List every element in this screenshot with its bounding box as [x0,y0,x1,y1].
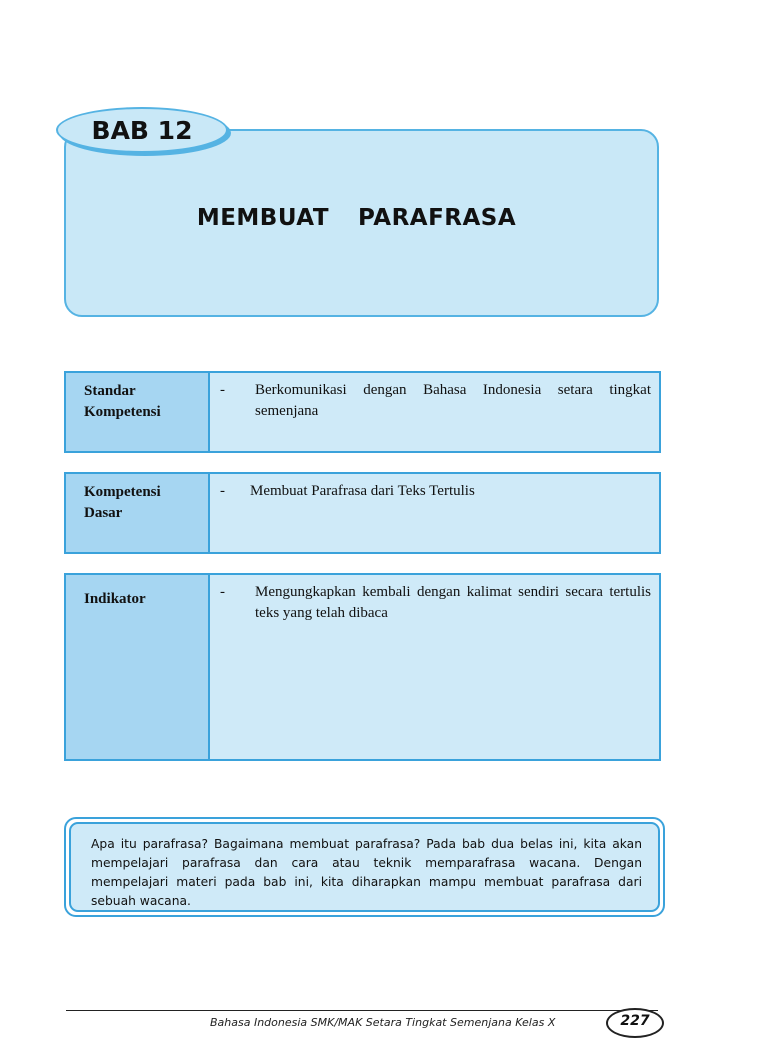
chapter-title: MEMBUAT PARAFRASA [196,205,517,231]
kompetensi-dasar-label: Kompetensi Dasar [66,474,210,552]
indikator-label: Indikator [66,575,210,759]
bullet-dash: - [220,483,225,499]
indikator-text: Mengungkapkan kembali dengan kalimat sendiri secara tertulis teks yang telah dibaca [255,584,651,621]
kompetensi-dasar-text: Membuat Parafrasa dari Teks Tertulis [250,483,475,499]
standar-kompetensi-label: Standar Kompetensi [66,373,210,451]
indikator-table [64,573,661,761]
bullet-dash: - [220,584,225,600]
footer-book-title: Bahasa Indonesia SMK/MAK Setara Tingkat Semenjana Kelas X [210,1016,556,1029]
kompetensi-dasar-table [64,472,661,554]
indikator-content [210,575,659,759]
kompetensi-dasar-content [210,474,659,552]
standar-kompetensi-table [64,371,661,453]
page-number: 227 [606,1008,664,1038]
chapter-badge: BAB 12 [56,107,228,153]
intro-text: Apa itu parafrasa? Bagaimana membuat parafrasa? Pada bab dua belas ini, kita akan mempelajari parafrasa dan cara atau teknik memparafrasa wacana. Dengan mempelajari materi pada bab ini, kita diharapkan mampu membuat parafrasa dari sebuah wacana. [69,822,660,912]
bullet-dash: - [220,382,225,398]
standar-kompetensi-content [210,373,659,451]
footer-divider [66,1010,658,1011]
standar-kompetensi-text: Berkomunikasi dengan Bahasa Indonesia setara tingkat semenjana [255,382,651,419]
intro-box [64,817,665,917]
